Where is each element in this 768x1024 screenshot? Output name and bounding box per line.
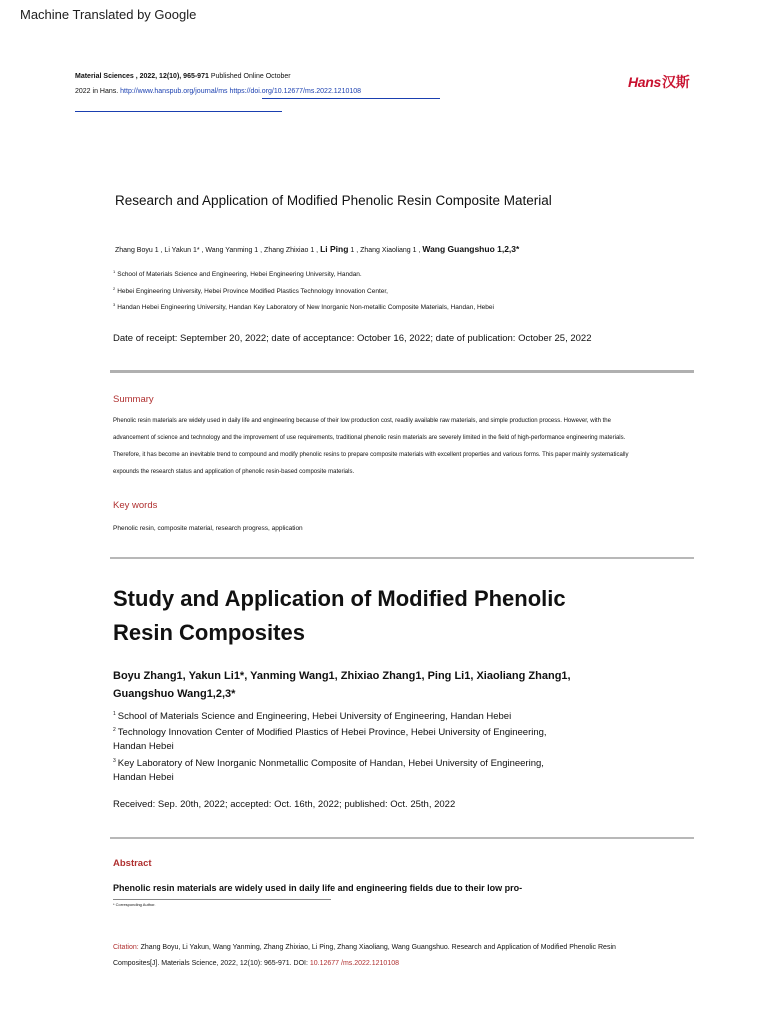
affiliation-text: Key Laboratory of New Inorganic Nonmetallic Composite of Handan, Hebei University of Engineering, — [117, 758, 544, 770]
machine-translated-banner: Machine Translated by Google — [20, 7, 197, 22]
hans-logo-latin: Hans — [628, 74, 662, 90]
citation-label: Citation: — [113, 944, 139, 951]
english-dates: Received: Sep. 20th, 2022; accepted: Oct. 16th, 2022; published: Oct. 25th, 2022 — [113, 799, 456, 810]
doi-underline — [262, 98, 440, 99]
author-group-c: 1 , Zhang Xiaoliang 1 , — [348, 247, 423, 254]
summary-heading: Summary — [113, 394, 154, 405]
keywords-text: Phenolic resin, composite material, research progress, application — [113, 525, 303, 532]
affiliation-text: School of Materials Science and Engineering, Hebei Engineering University, Handan. — [117, 271, 362, 279]
summary-line: Therefore, it has become an inevitable trend to compound and modify phenolic resins to prepare composite materials with excellent properties and various forms. This paper mainly systematically — [113, 452, 629, 458]
summary-line: expounds the research status and application of phenolic resin-based composite materials. — [113, 469, 355, 475]
affiliation-text: Handan Hebei — [113, 741, 174, 753]
affiliation-number: 2 — [113, 286, 116, 291]
english-affiliation-2 — [113, 723, 573, 754]
journal-info — [75, 73, 291, 80]
journal-year-text: 2022 in Hans. — [75, 88, 121, 95]
citation-text: Zhang Boyu, Li Yakun, Wang Yanming, Zhang Zhixiao, Li Ping, Zhang Xiaoliang, Wang Guangshuo. Research and Application of Modified Phenolic Resin — [138, 944, 616, 951]
affiliation-text: Handan Hebei — [113, 772, 174, 784]
doi-link[interactable]: https://doi.org/10.12677/ms.2022.1210108 — [227, 88, 362, 95]
hans-logo — [628, 72, 689, 92]
affiliation-number: 3 — [113, 302, 116, 307]
affiliation-text: Handan Hebei Engineering University, Handan Key Laboratory of New Inorganic Non-metallic Composite Materials, Handan, Hebei — [117, 304, 494, 312]
english-authors-line: Guangshuo Wang1,2,3* — [113, 688, 236, 700]
citation-doi-link[interactable]: 10.12677 /ms.2022.1210108 — [309, 960, 400, 967]
abstract-text: Phenolic resin materials are widely used in daily life and engineering fields due to their low pro- — [113, 883, 523, 893]
author-group-a: Zhang Boyu 1 , Li Yakun 1* , Wang Yanming 1 , Zhang Zhixiao 1 , — [115, 247, 321, 254]
affiliation-text: Technology Innovation Center of Modified Plastics of Hebei Province, Hebei University of Engineering, — [117, 727, 547, 739]
english-title — [113, 582, 566, 650]
english-authors-line: Boyu Zhang1, Yakun Li1*, Yanming Wang1, Zhixiao Zhang1, Ping Li1, Xiaoliang Zhang1, — [113, 670, 571, 682]
author-wang-guangshuo: Wang Guangshuo 1,2,3* — [422, 244, 520, 254]
affiliation-number: 1 — [113, 711, 116, 717]
affiliation-number: 2 — [113, 727, 116, 733]
journal-url-link[interactable]: http://www.hanspub.org/journal/ms — [120, 88, 228, 95]
published-online-text: Published Online October — [208, 73, 291, 80]
footnote-corresponding-author: * Corresponding Author. — [113, 902, 156, 907]
section-divider — [110, 837, 694, 839]
affiliation-number: 1 — [113, 269, 116, 274]
section-divider — [110, 370, 694, 373]
translated-affiliation-2 — [113, 286, 388, 295]
citation-block — [113, 940, 703, 972]
author-li-ping: Li Ping — [320, 244, 349, 254]
affiliation-text: Hebei Engineering University, Hebei Province Modified Plastics Technology Innovation Center, — [117, 288, 388, 296]
english-title-line: Study and Application of Modified Phenolic — [113, 586, 566, 611]
journal-citation: Material Sciences , 2022, 12(10), 965-971 — [75, 73, 209, 80]
footnote-rule — [113, 899, 331, 900]
citation-text: Composites[J]. Materials Science, 2022, 12(10): 965-971. DOI: — [113, 960, 310, 967]
english-title-line: Resin Composites — [113, 620, 305, 645]
journal-url-underline — [75, 111, 282, 112]
translated-affiliation-3 — [113, 302, 494, 311]
english-authors — [113, 667, 633, 703]
translated-dates: Date of receipt: September 20, 2022; date of acceptance: October 16, 2022; date of publication: October 25, 2022 — [113, 333, 592, 344]
keywords-heading: Key words — [113, 500, 158, 511]
abstract-heading: Abstract — [113, 858, 152, 869]
section-divider — [110, 557, 694, 559]
affiliation-text: School of Materials Science and Engineering, Hebei University of Engineering, Handan Hebei — [117, 711, 512, 723]
translated-affiliation-1 — [113, 269, 362, 278]
summary-line: Phenolic resin materials are widely used in daily life and engineering because of their low production cost, readily available raw materials, and simple production process. However, with the — [113, 418, 611, 424]
english-affiliation-3 — [113, 754, 573, 785]
english-affiliation-1 — [113, 707, 573, 724]
summary-line: advancement of science and technology and the improvement of use requirements, traditional phenolic resin materials are severely limited in the field of high-performance engineering materials. — [113, 435, 626, 441]
summary-text — [113, 413, 705, 481]
affiliation-number: 3 — [113, 758, 116, 764]
hans-logo-cn: 汉斯 — [662, 74, 690, 90]
translated-authors — [115, 244, 519, 254]
translated-title: Research and Application of Modified Phenolic Resin Composite Material — [115, 193, 552, 208]
journal-links — [75, 88, 361, 95]
